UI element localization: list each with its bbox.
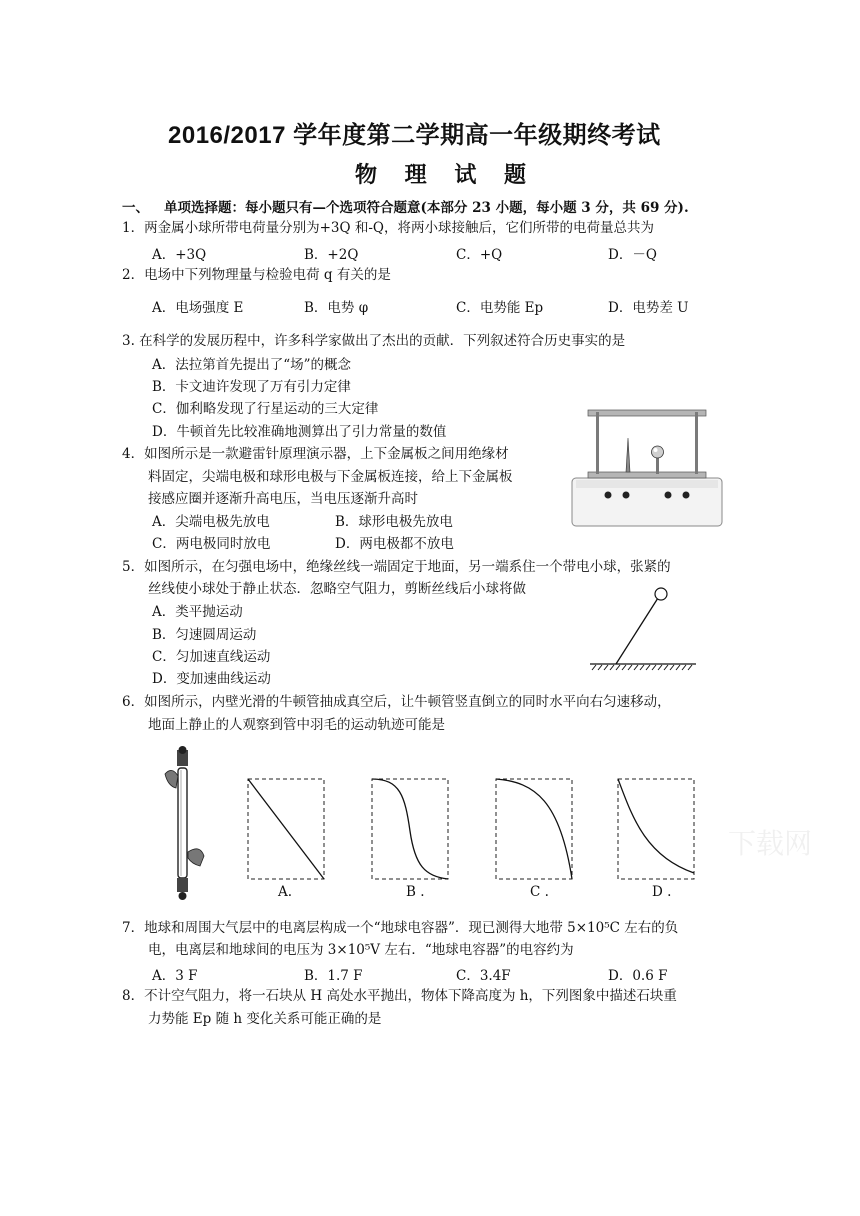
q3-option-c: C．伽利略发现了行星运动的三大定律 [152,401,379,417]
q1-option-d: D．－Q [608,247,657,263]
q4-option-a: A．尖端电极先放电 [152,514,270,530]
section-text: 单项选择题：每小题只有—个选项符合题意(本部分 23 小题，每小题 3 分，共 69 分). [164,200,689,216]
q2-option-c: C．电势能 Ep [456,300,544,316]
lightning-rod-demonstrator-icon [568,400,732,532]
q3-option-d: D．牛顿首先比较准确地测算出了引力常量的数值 [152,424,447,440]
q6-graph-label-c: C . [530,884,549,900]
q4-option-c: C．两电极同时放电 [152,536,271,552]
page-title: 2016/2017 学年度第二学期高一年级期终考试 [168,122,661,149]
q7-option-c: C．3.4F [456,968,511,984]
q3-option-b: B．卡文迪许发现了万有引力定律 [152,379,351,395]
q4-option-b: B．球形电极先放电 [335,514,453,530]
q3-option-a: A．法拉第首先提出了“场”的概念 [152,357,352,373]
q5-option-a: A．类平抛运动 [152,604,243,620]
q6-stem-line2: 地面上静止的人观察到管中羽毛的运动轨迹可能是 [148,717,445,733]
q6-graph-c-curve [496,779,572,879]
charged-ball-on-thread-icon [586,584,700,674]
q2-option-d: D．电势差 U [608,300,689,316]
q1-option-c: C．+Q [456,247,503,263]
q7-stem-line2: 电，电离层和地球间的电压为 3×10⁵V 左右．“地球电容器”的电容约为 [148,942,574,958]
q7-stem-line1: 7．地球和周围大气层中的电离层构成一个“地球电容器”．现已测得大地带 5×10⁵C 左右的负 [122,920,679,936]
q5-stem-line1: 5．如图所示，在匀强电场中，绝缘丝线一端固定于地面，另一端系住一个带电小球，张紧的 [122,559,671,575]
q4-stem-line2: 料固定，尖端电极和球形电极与下金属板连接，给上下金属板 [148,469,513,485]
q6-graph-label-b: B . [406,884,425,900]
q4-option-d: D．两电极都不放电 [335,536,454,552]
q7-option-a: A．3 F [152,968,198,984]
q6-graph-label-a: A. [278,884,293,900]
q5-option-d: D．变加速曲线运动 [152,671,271,687]
q2-stem: 2．电场中下列物理量与检验电荷 q 有关的是 [122,267,391,283]
watermark: 下载网 [728,827,813,860]
newton-tube-icon [160,744,210,904]
q6-trajectory-graphs [240,776,700,882]
q6-stem-line1: 6．如图所示，内壁光滑的牛顿管抽成真空后，让牛顿管竖直倒立的同时水平向右匀速移动， [122,694,671,710]
q5-option-b: B．匀速圆周运动 [152,627,257,643]
q6-graph-b-curve [372,779,448,879]
q6-graph-d [618,779,694,879]
q1-option-a: A．+3Q [152,247,207,263]
q4-stem-line3: 接感应圈并逐渐升高电压，当电压逐渐升高时 [148,491,418,507]
section-label: 一、 [122,200,149,216]
q5-stem-line2: 丝线使小球处于静止状态．忽略空气阻力，剪断丝线后小球将做 [148,581,526,597]
q8-stem-line2: 力势能 Ep 随 h 变化关系可能正确的是 [148,1011,382,1027]
q7-option-b: B．1.7 F [304,968,363,984]
q8-stem-line1: 8．不计空气阻力，将一石块从 H 高处水平抛出，物体下降高度为 h，下列图象中描述石块重 [122,988,677,1004]
q3-stem: 3. 在科学的发展历程中，许多科学家做出了杰出的贡献．下列叙述符合历史事实的是 [122,333,626,349]
q6-graph-label-d: D . [652,884,672,900]
q4-stem-line1: 4．如图所示是一款避雷针原理演示器，上下金属板之间用绝缘材 [122,446,509,462]
q7-option-d: D．0.6 F [608,968,668,984]
q1-stem: 1．两金属小球所带电荷量分别为+3Q 和-Q，将两小球接触后，它们所带的电荷量总共为 [122,220,654,236]
q2-option-b: B．电势 φ [304,300,369,316]
q6-graph-d-curve [618,779,694,873]
page-subtitle: 物 理 试 题 [355,163,536,188]
q1-option-b: B．+2Q [304,247,359,263]
q5-option-c: C．匀加速直线运动 [152,649,271,665]
q6-graph-a-curve [248,779,324,879]
q6-graph-c [496,779,572,879]
q2-option-a: A．电场强度 E [152,300,244,316]
